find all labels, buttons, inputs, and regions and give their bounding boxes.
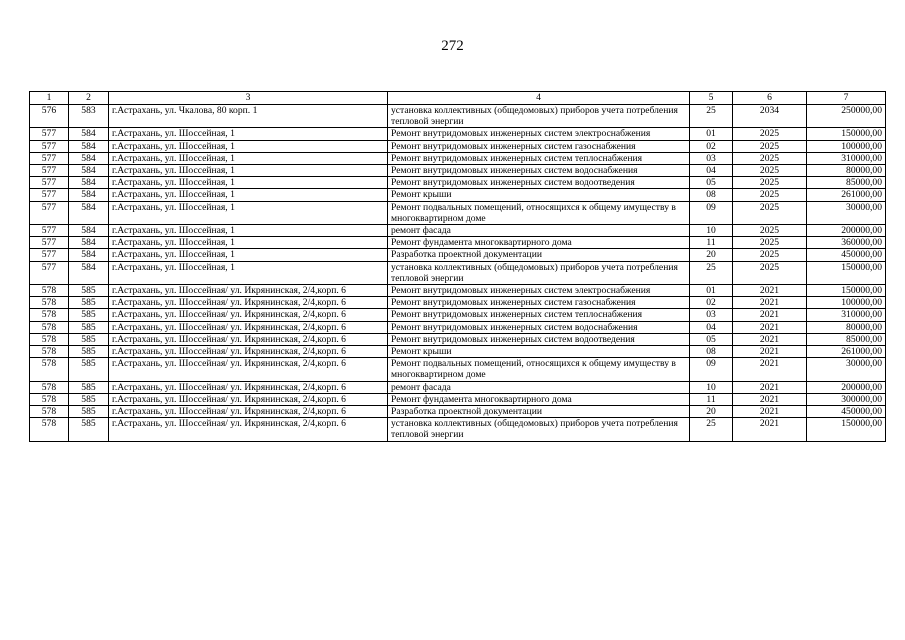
cost-cell: 310000,00 <box>807 309 886 321</box>
work-code-cell: 11 <box>690 393 733 405</box>
table-row <box>30 249 886 261</box>
table-row <box>30 165 886 177</box>
house-number: 584 <box>69 201 109 224</box>
year-cell: 2025 <box>733 152 807 164</box>
work-code-cell: 02 <box>690 297 733 309</box>
year-cell: 2025 <box>733 128 807 140</box>
work-type-cell: Ремонт крыши <box>388 189 690 201</box>
cost-cell: 30000,00 <box>807 358 886 381</box>
cost-cell: 450000,00 <box>807 249 886 261</box>
row-index: 577 <box>30 261 69 284</box>
house-number: 585 <box>69 358 109 381</box>
year-cell: 2025 <box>733 165 807 177</box>
address-cell: г.Астрахань, ул. Шоссейная/ ул. Икрянинская, 2/4,корп. 6 <box>109 358 388 381</box>
work-type-cell: установка коллективных (общедомовых) приборов учета потребления тепловой энергии <box>388 418 690 441</box>
work-type-cell: Ремонт фундамента многоквартирного дома <box>388 393 690 405</box>
work-type-cell: Ремонт внутридомовых инженерных систем водоснабжения <box>388 165 690 177</box>
row-index: 578 <box>30 297 69 309</box>
address-cell: г.Астрахань, ул. Шоссейная/ ул. Икрянинская, 2/4,корп. 6 <box>109 418 388 441</box>
table-row <box>30 105 886 128</box>
year-cell: 2025 <box>733 140 807 152</box>
row-index: 576 <box>30 105 69 128</box>
header-col-7: 7 <box>807 92 886 105</box>
row-index: 577 <box>30 152 69 164</box>
cost-cell: 200000,00 <box>807 225 886 237</box>
header-row <box>30 92 886 105</box>
house-number: 584 <box>69 128 109 140</box>
table-row <box>30 418 886 441</box>
work-type-cell: Ремонт подвальных помещений, относящихся к общему имуществу в многоквартирном доме <box>388 358 690 381</box>
year-cell: 2021 <box>733 285 807 297</box>
house-number: 584 <box>69 261 109 284</box>
row-index: 577 <box>30 128 69 140</box>
house-number: 585 <box>69 297 109 309</box>
table-row <box>30 358 886 381</box>
row-index: 577 <box>30 201 69 224</box>
year-cell: 2025 <box>733 261 807 284</box>
work-type-cell: Ремонт внутридомовых инженерных систем водоотведения <box>388 333 690 345</box>
year-cell: 2021 <box>733 358 807 381</box>
year-cell: 2021 <box>733 406 807 418</box>
work-code-cell: 02 <box>690 140 733 152</box>
year-cell: 2021 <box>733 309 807 321</box>
cost-cell: 150000,00 <box>807 285 886 297</box>
house-number: 584 <box>69 152 109 164</box>
year-cell: 2021 <box>733 418 807 441</box>
work-type-cell: Ремонт крыши <box>388 346 690 358</box>
row-index: 578 <box>30 309 69 321</box>
header-col-6: 6 <box>733 92 807 105</box>
table-row <box>30 297 886 309</box>
year-cell: 2021 <box>733 321 807 333</box>
row-index: 578 <box>30 393 69 405</box>
cost-cell: 250000,00 <box>807 105 886 128</box>
row-index: 578 <box>30 321 69 333</box>
house-number: 585 <box>69 321 109 333</box>
work-code-cell: 01 <box>690 285 733 297</box>
row-index: 578 <box>30 406 69 418</box>
cost-cell: 300000,00 <box>807 393 886 405</box>
work-code-cell: 08 <box>690 189 733 201</box>
house-number: 584 <box>69 237 109 249</box>
table-row <box>30 346 886 358</box>
work-code-cell: 11 <box>690 237 733 249</box>
work-code-cell: 01 <box>690 128 733 140</box>
cost-cell: 360000,00 <box>807 237 886 249</box>
house-number: 584 <box>69 177 109 189</box>
address-cell: г.Астрахань, ул. Шоссейная, 1 <box>109 189 388 201</box>
address-cell: г.Астрахань, ул. Шоссейная, 1 <box>109 201 388 224</box>
house-number: 585 <box>69 309 109 321</box>
address-cell: г.Астрахань, ул. Шоссейная/ ул. Икрянинская, 2/4,корп. 6 <box>109 321 388 333</box>
work-type-cell: Разработка проектной документации <box>388 249 690 261</box>
cost-cell: 100000,00 <box>807 140 886 152</box>
cost-cell: 100000,00 <box>807 297 886 309</box>
address-cell: г.Астрахань, ул. Шоссейная/ ул. Икрянинская, 2/4,корп. 6 <box>109 285 388 297</box>
row-index: 578 <box>30 333 69 345</box>
work-type-cell: Ремонт фундамента многоквартирного дома <box>388 237 690 249</box>
work-code-cell: 09 <box>690 201 733 224</box>
address-cell: г.Астрахань, ул. Шоссейная/ ул. Икрянинская, 2/4,корп. 6 <box>109 309 388 321</box>
year-cell: 2025 <box>733 249 807 261</box>
row-index: 577 <box>30 189 69 201</box>
cost-cell: 200000,00 <box>807 381 886 393</box>
table-row <box>30 406 886 418</box>
work-code-cell: 10 <box>690 225 733 237</box>
cost-cell: 80000,00 <box>807 321 886 333</box>
table-row <box>30 309 886 321</box>
house-number: 584 <box>69 189 109 201</box>
cost-cell: 261000,00 <box>807 189 886 201</box>
address-cell: г.Астрахань, ул. Шоссейная, 1 <box>109 128 388 140</box>
address-cell: г.Астрахань, ул. Шоссейная, 1 <box>109 261 388 284</box>
year-cell: 2021 <box>733 381 807 393</box>
work-type-cell: Ремонт внутридомовых инженерных систем газоснабжения <box>388 297 690 309</box>
address-cell: г.Астрахань, ул. Шоссейная/ ул. Икрянинская, 2/4,корп. 6 <box>109 381 388 393</box>
table-row <box>30 285 886 297</box>
address-cell: г.Астрахань, ул. Шоссейная, 1 <box>109 165 388 177</box>
address-cell: г.Астрахань, ул. Шоссейная, 1 <box>109 225 388 237</box>
work-type-cell: Ремонт внутридомовых инженерных систем электроснабжения <box>388 285 690 297</box>
page-number: 272 <box>441 38 464 54</box>
house-number: 584 <box>69 249 109 261</box>
address-cell: г.Астрахань, ул. Шоссейная/ ул. Икрянинская, 2/4,корп. 6 <box>109 406 388 418</box>
row-index: 578 <box>30 418 69 441</box>
work-code-cell: 10 <box>690 381 733 393</box>
work-type-cell: Ремонт подвальных помещений, относящихся к общему имуществу в многоквартирном доме <box>388 201 690 224</box>
row-index: 578 <box>30 358 69 381</box>
work-code-cell: 05 <box>690 333 733 345</box>
table-row <box>30 261 886 284</box>
work-code-cell: 25 <box>690 105 733 128</box>
table-row <box>30 189 886 201</box>
table-row <box>30 128 886 140</box>
address-cell: г.Астрахань, ул. Чкалова, 80 корп. 1 <box>109 105 388 128</box>
row-index: 577 <box>30 140 69 152</box>
table-row <box>30 225 886 237</box>
address-cell: г.Астрахань, ул. Шоссейная, 1 <box>109 249 388 261</box>
work-code-cell: 03 <box>690 152 733 164</box>
house-number: 583 <box>69 105 109 128</box>
row-index: 578 <box>30 381 69 393</box>
table-body <box>30 105 886 442</box>
table-row <box>30 381 886 393</box>
work-type-cell: Ремонт внутридомовых инженерных систем газоснабжения <box>388 140 690 152</box>
cost-cell: 150000,00 <box>807 128 886 140</box>
cost-cell: 85000,00 <box>807 333 886 345</box>
house-number: 585 <box>69 346 109 358</box>
row-index: 578 <box>30 285 69 297</box>
address-cell: г.Астрахань, ул. Шоссейная, 1 <box>109 177 388 189</box>
work-type-cell: установка коллективных (общедомовых) приборов учета потребления тепловой энергии <box>388 105 690 128</box>
work-type-cell: ремонт фасада <box>388 225 690 237</box>
header-col-2: 2 <box>69 92 109 105</box>
house-number: 585 <box>69 418 109 441</box>
year-cell: 2021 <box>733 297 807 309</box>
year-cell: 2025 <box>733 225 807 237</box>
work-code-cell: 05 <box>690 177 733 189</box>
row-index: 577 <box>30 165 69 177</box>
work-code-cell: 04 <box>690 165 733 177</box>
table-row <box>30 177 886 189</box>
cost-cell: 261000,00 <box>807 346 886 358</box>
header-col-1: 1 <box>30 92 69 105</box>
address-cell: г.Астрахань, ул. Шоссейная/ ул. Икрянинская, 2/4,корп. 6 <box>109 393 388 405</box>
table-row <box>30 321 886 333</box>
year-cell: 2025 <box>733 177 807 189</box>
work-code-cell: 20 <box>690 406 733 418</box>
address-cell: г.Астрахань, ул. Шоссейная/ ул. Икрянинская, 2/4,корп. 6 <box>109 297 388 309</box>
cost-cell: 30000,00 <box>807 201 886 224</box>
address-cell: г.Астрахань, ул. Шоссейная/ ул. Икрянинская, 2/4,корп. 6 <box>109 333 388 345</box>
cost-cell: 450000,00 <box>807 406 886 418</box>
table-row <box>30 140 886 152</box>
work-code-cell: 20 <box>690 249 733 261</box>
year-cell: 2025 <box>733 189 807 201</box>
work-type-cell: Ремонт внутридомовых инженерных систем водоотведения <box>388 177 690 189</box>
work-code-cell: 09 <box>690 358 733 381</box>
work-type-cell: Ремонт внутридомовых инженерных систем водоснабжения <box>388 321 690 333</box>
house-number: 584 <box>69 140 109 152</box>
year-cell: 2025 <box>733 237 807 249</box>
work-code-cell: 03 <box>690 309 733 321</box>
cost-cell: 80000,00 <box>807 165 886 177</box>
header-col-3: 3 <box>109 92 388 105</box>
table-row <box>30 237 886 249</box>
work-type-cell: Разработка проектной документации <box>388 406 690 418</box>
address-cell: г.Астрахань, ул. Шоссейная, 1 <box>109 237 388 249</box>
house-number: 585 <box>69 393 109 405</box>
house-number: 585 <box>69 333 109 345</box>
table-row <box>30 201 886 224</box>
year-cell: 2021 <box>733 346 807 358</box>
house-number: 585 <box>69 381 109 393</box>
header-col-5: 5 <box>690 92 733 105</box>
table-header <box>30 92 886 105</box>
cost-cell: 150000,00 <box>807 418 886 441</box>
house-number: 584 <box>69 225 109 237</box>
house-number: 585 <box>69 406 109 418</box>
cost-cell: 150000,00 <box>807 261 886 284</box>
cost-cell: 85000,00 <box>807 177 886 189</box>
row-index: 577 <box>30 225 69 237</box>
work-code-cell: 25 <box>690 418 733 441</box>
work-code-cell: 08 <box>690 346 733 358</box>
house-number: 585 <box>69 285 109 297</box>
table-row <box>30 152 886 164</box>
cost-cell: 310000,00 <box>807 152 886 164</box>
work-code-cell: 04 <box>690 321 733 333</box>
year-cell: 2021 <box>733 393 807 405</box>
row-index: 577 <box>30 249 69 261</box>
row-index: 577 <box>30 237 69 249</box>
work-type-cell: установка коллективных (общедомовых) приборов учета потребления тепловой энергии <box>388 261 690 284</box>
row-index: 578 <box>30 346 69 358</box>
year-cell: 2034 <box>733 105 807 128</box>
house-number: 584 <box>69 165 109 177</box>
work-type-cell: ремонт фасада <box>388 381 690 393</box>
work-type-cell: Ремонт внутридомовых инженерных систем теплоснабжения <box>388 152 690 164</box>
row-index: 577 <box>30 177 69 189</box>
year-cell: 2021 <box>733 333 807 345</box>
capital-repair-table <box>29 91 886 442</box>
table-row <box>30 393 886 405</box>
work-code-cell: 25 <box>690 261 733 284</box>
address-cell: г.Астрахань, ул. Шоссейная, 1 <box>109 152 388 164</box>
table-row <box>30 333 886 345</box>
work-type-cell: Ремонт внутридомовых инженерных систем теплоснабжения <box>388 309 690 321</box>
header-col-4: 4 <box>388 92 690 105</box>
address-cell: г.Астрахань, ул. Шоссейная/ ул. Икрянинская, 2/4,корп. 6 <box>109 346 388 358</box>
work-type-cell: Ремонт внутридомовых инженерных систем электроснабжения <box>388 128 690 140</box>
address-cell: г.Астрахань, ул. Шоссейная, 1 <box>109 140 388 152</box>
year-cell: 2025 <box>733 201 807 224</box>
